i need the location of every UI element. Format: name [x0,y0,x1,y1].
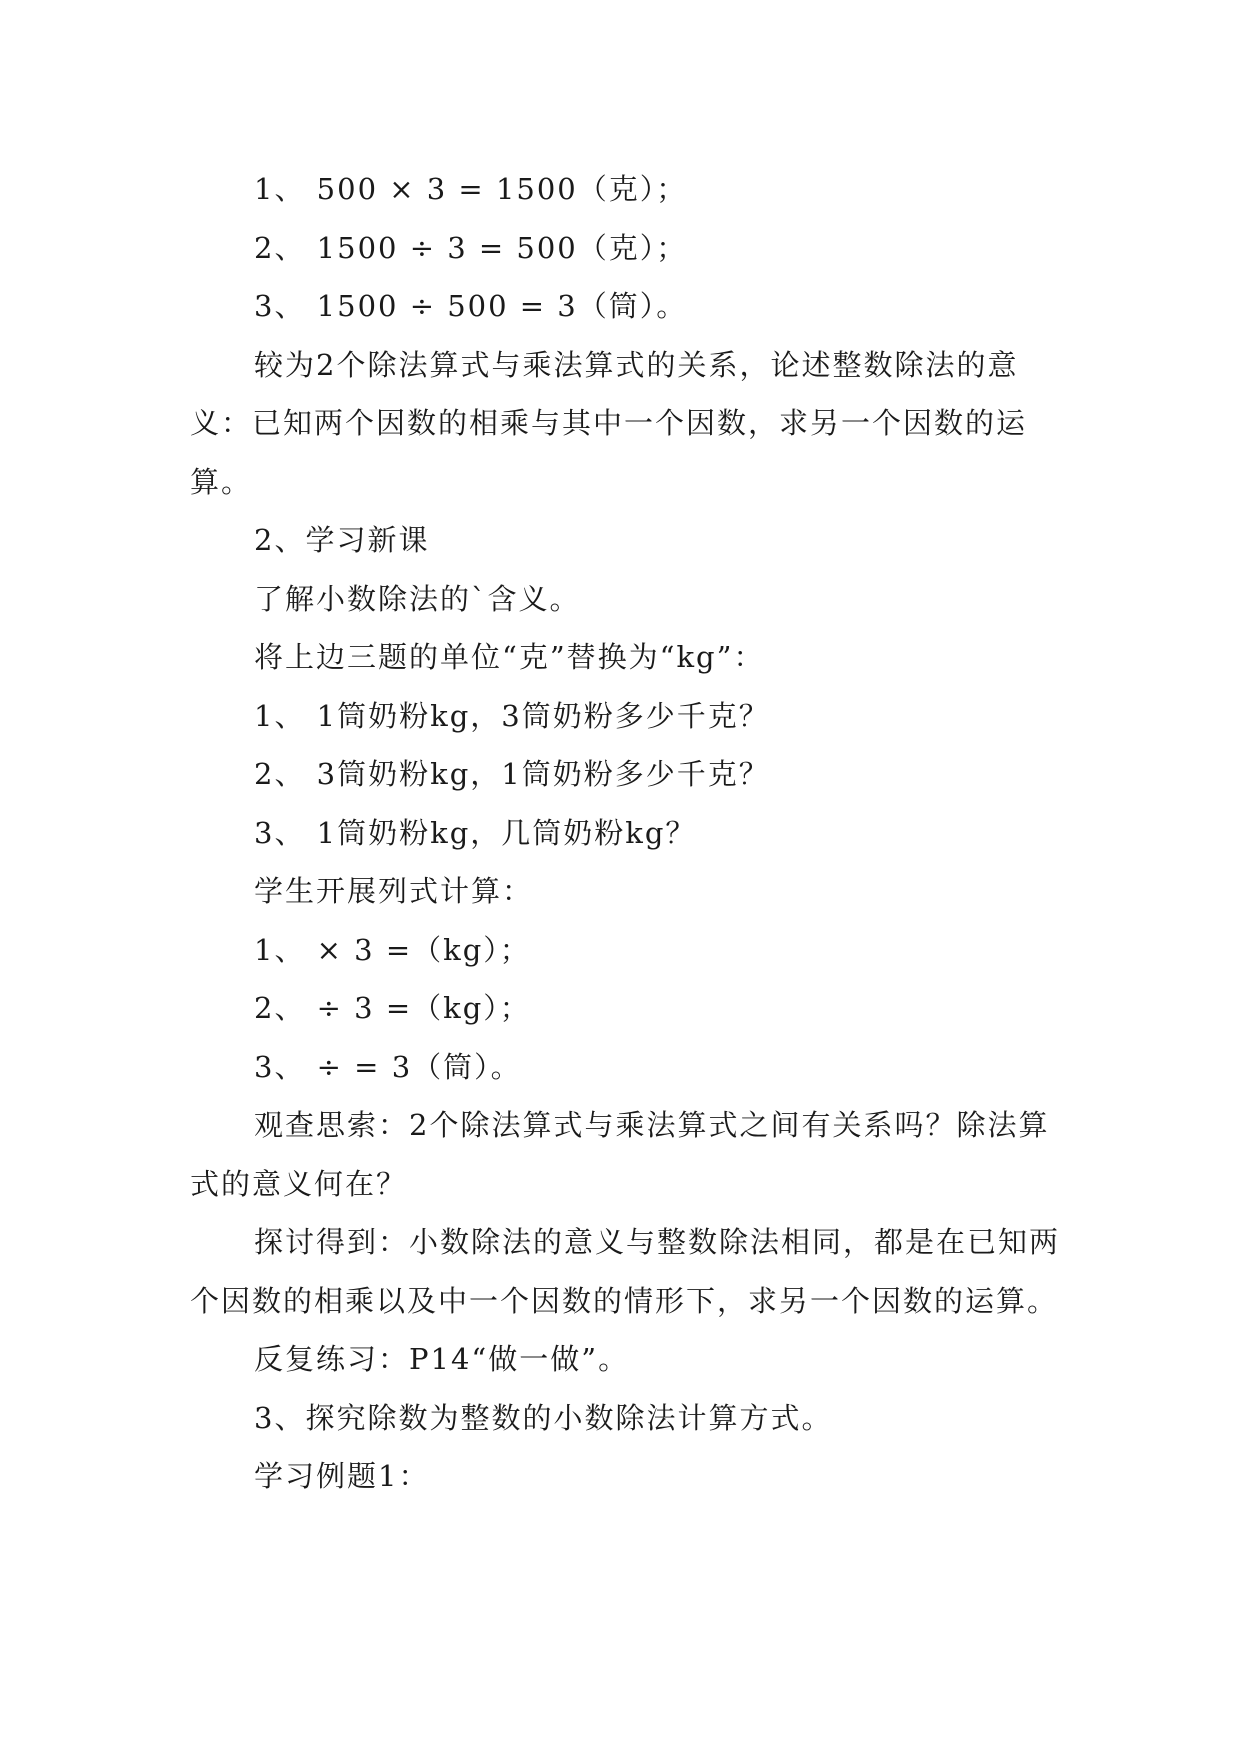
paragraph-6: 了解小数除法的`含义。 [254,581,581,616]
paragraph-2: 2、 1500 ÷ 3 = 500（克）； [254,230,688,265]
paragraph-4: 较为2个除法算式与乘法算式的关系，论述整数除法的意义：已知两个因数的相乘与其中一个因数，求另一个因数的运算。 [190,347,1028,499]
paragraph-8: 1、 1筒奶粉kg，3筒奶粉多少千克？ [254,698,770,733]
paragraph-19: 学习例题1： [254,1459,430,1493]
paragraph-1: 1、 500 × 3 = 1500（克）； [254,172,688,206]
paragraph-11: 学生开展列式计算： [254,874,534,908]
paragraph-15: 观查思索：2个除法算式与乘法算式之间有关系吗？除法算式的意义何在？ [190,1108,1050,1201]
paragraph-13: 2、 ÷ 3 =（kg）； [254,991,531,1025]
section-heading-explore: 3、探究除数为整数的小数除法计算方式。 [254,1400,833,1435]
paragraph-3: 3、 1500 ÷ 500 = 3（筒）。 [254,289,688,323]
section-heading-learn-new: 2、学习新课 [254,523,430,557]
paragraph-7: 将上边三题的单位“克”替换为“kg”： [254,640,765,674]
paragraph-9: 2、 3筒奶粉kg，1筒奶粉多少千克？ [254,757,770,791]
document-body [190,160,1060,1506]
paragraph-14: 3、 ÷ = 3（筒）。 [254,1049,522,1084]
paragraph-17: 反复练习：P14“做一做”。 [254,1342,630,1376]
paragraph-16: 探讨得到：小数除法的意义与整数除法相同，都是在已知两个因数的相乘以及中一个因数的情形下，求另一个因数的运算。 [190,1225,1061,1318]
paragraph-10: 3、 1筒奶粉kg，几筒奶粉kg？ [254,815,697,850]
paragraph-12: 1、 × 3 =（kg）； [254,932,531,967]
